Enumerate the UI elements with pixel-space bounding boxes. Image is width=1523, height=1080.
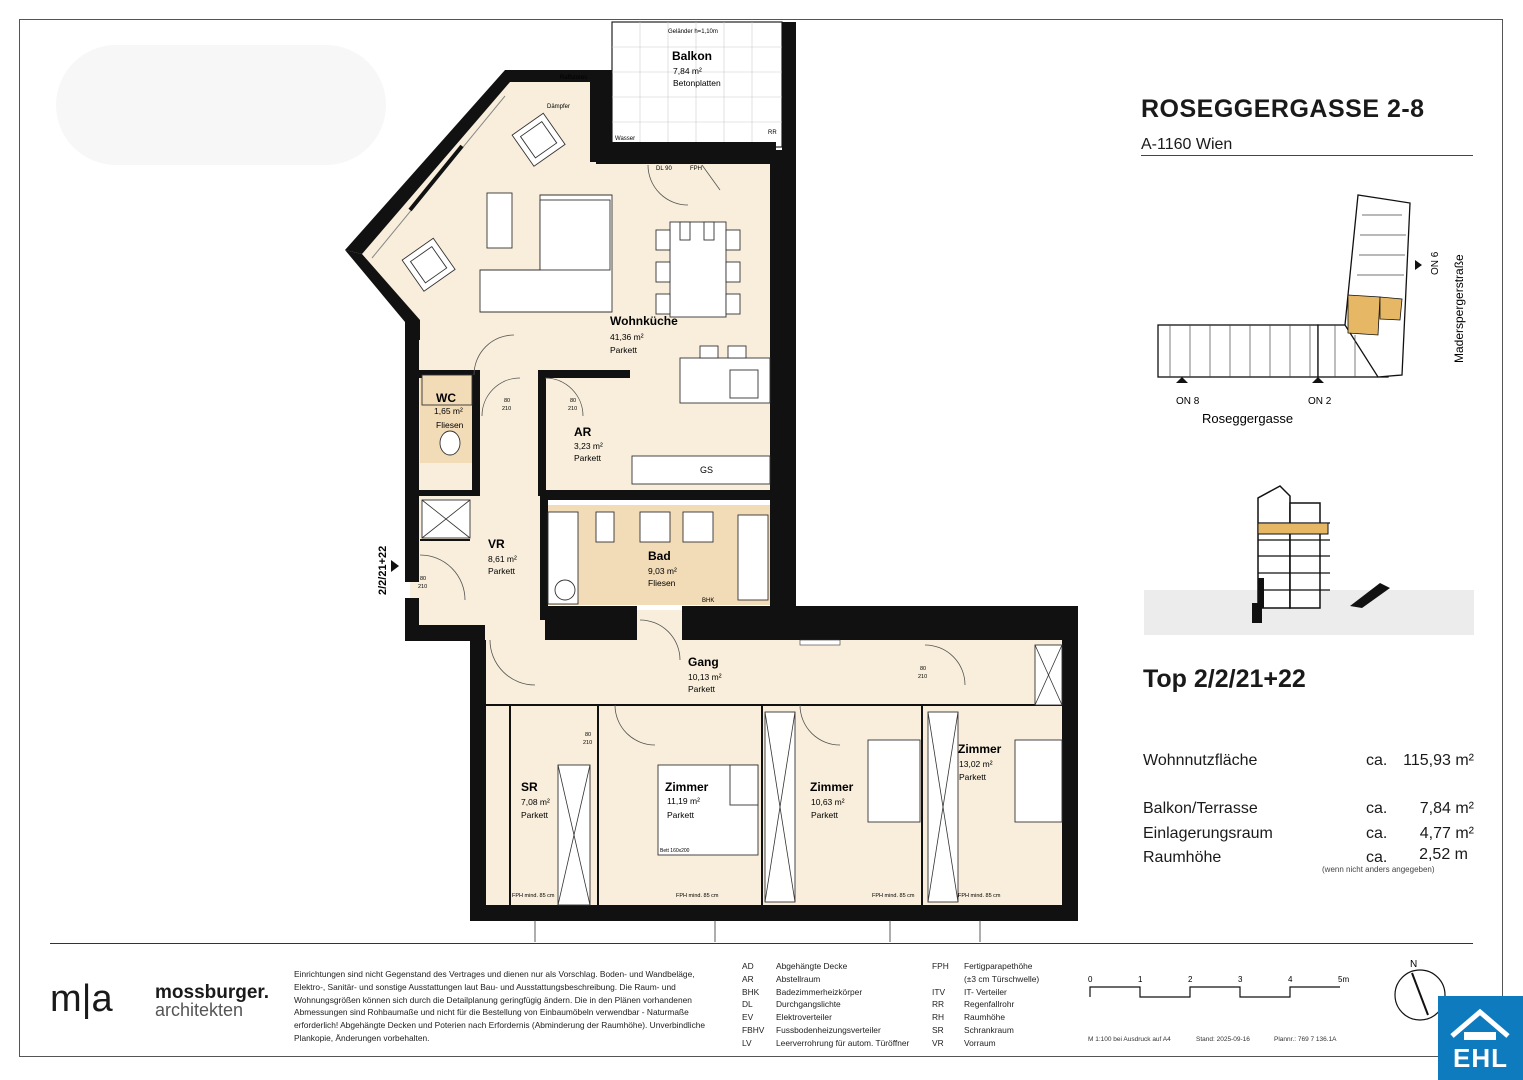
legend-left-text: Abgehängte Decke (776, 961, 848, 971)
legend-right-key: FPH (932, 961, 949, 971)
door-size-2: 80 (570, 398, 577, 404)
architect-sub: architekten (155, 1000, 244, 1020)
legend-left-key: FBHV (742, 1025, 765, 1035)
section-drawing (1140, 478, 1480, 638)
unit-id: Top 2/2/21+22 (1143, 665, 1306, 693)
legend-left-text: Fussbodenheizungsverteiler (776, 1025, 881, 1035)
svg-text:7,84 m²: 7,84 m² (673, 66, 702, 76)
height-note: (wenn nicht anders angegeben) (1322, 865, 1435, 874)
legend-right-text: Regenfallrohr (964, 999, 1015, 1010)
svg-text:Zimmer: Zimmer (665, 780, 709, 794)
door-size-3b: 210 (418, 584, 428, 590)
svg-text:VR: VR (488, 537, 505, 551)
raffstores-label: Raffstores (560, 75, 588, 81)
svg-text:13,02 m²: 13,02 m² (959, 759, 993, 769)
scale-bar (1085, 972, 1355, 1012)
fact-label-raumhoehe: Raumhöhe (1143, 849, 1222, 866)
marker-on2: ON 2 (1308, 396, 1332, 407)
scale-plan-nr: Plannr.: 769 7 136.1A (1274, 1036, 1337, 1043)
title-underline (1141, 155, 1473, 156)
fact-value-einlagerungsraum: 4,77 m² (1419, 825, 1474, 842)
legend-left-text: Abstellraum (776, 973, 821, 984)
legend-left-key: AD (742, 961, 754, 971)
svg-text:10,63 m²: 10,63 m² (811, 797, 845, 807)
fact-value-raumhoehe: 2,52 m (1419, 846, 1468, 863)
door-size-4: 80 (585, 732, 592, 738)
entrance-label: 2/2/21+22 (377, 545, 389, 595)
ev-box (800, 640, 840, 645)
svg-text:Parkett: Parkett (688, 684, 715, 694)
site-plan-building (1158, 195, 1410, 377)
dl90-label: DL 90 (656, 166, 672, 172)
fph-mind-3: FPH mind. 85 cm (872, 893, 915, 899)
svg-text:Parkett: Parkett (521, 810, 548, 820)
house-icon (1438, 1002, 1523, 1047)
svg-text:Parkett: Parkett (610, 345, 637, 355)
entrance-arrow (391, 560, 399, 572)
bhk-label: BHK (702, 598, 715, 604)
svg-text:Betonplatten: Betonplatten (673, 78, 721, 88)
scale-tick-label: 2 (1188, 975, 1193, 984)
legend-right-text: Schrankraum (964, 1025, 1014, 1035)
site-plan-highlight (1348, 295, 1380, 335)
marker-on8: ON 8 (1176, 396, 1200, 407)
svg-text:Zimmer: Zimmer (958, 742, 1002, 756)
fph-mind-1: FPH mind. 85 cm (512, 893, 555, 899)
scale-line (1090, 987, 1340, 997)
fact-prefix-1: ca. (1366, 752, 1388, 769)
fact-label-wohnnutzflaeche: Wohnnutzfläche (1143, 752, 1258, 769)
street-label-maderspergerstrasse: Maderspergerstraße (1452, 254, 1466, 363)
scale-tick-label: 4 (1288, 975, 1293, 984)
legend-right-key: VR (932, 1037, 944, 1048)
legend-left-text: Badezimmerheizkörper (776, 986, 863, 997)
svg-text:AR: AR (574, 425, 592, 439)
svg-text:Parkett: Parkett (574, 453, 601, 463)
scale-tick-label: 5m (1338, 975, 1350, 984)
legend-right-text: (±3 cm Türschwelle) (964, 973, 1040, 984)
door-size-3: 80 (420, 576, 427, 582)
svg-text:Zimmer: Zimmer (810, 780, 854, 794)
legend-left-key: LV (742, 1037, 752, 1048)
architect-logo-mark: m|a (50, 978, 113, 1020)
legend-left-text: Durchgangslichte (776, 999, 841, 1010)
fact-prefix-2: ca. (1366, 800, 1388, 817)
fact-label-einlagerungsraum: Einlagerungsraum (1143, 825, 1273, 842)
legend-right-key: ITV (932, 986, 946, 997)
daempfer-label: Dämpfer (547, 104, 571, 110)
svg-text:Fliesen: Fliesen (436, 420, 464, 430)
legend-right-text: IT- Verteiler (964, 986, 1007, 997)
fact-prefix-4: ca. (1366, 849, 1388, 866)
marker-on6: ON 6 (1430, 251, 1441, 275)
section-highlight (1258, 523, 1328, 534)
legend-right-key: SR (932, 1025, 944, 1035)
ehl-logo (1438, 996, 1523, 1080)
scale-tick-label: 0 (1088, 975, 1093, 984)
legend-right-text: Vorraum (964, 1037, 996, 1048)
legend-left-key: DL (742, 999, 753, 1010)
door-size-1: 80 (504, 398, 511, 404)
svg-text:Parkett: Parkett (488, 566, 515, 576)
fact-value-wohnnutzflaeche: 115,93 m² (1403, 752, 1474, 769)
balkon-rail-note: Geländer h=1,10m (668, 29, 718, 35)
svg-text:SR: SR (521, 780, 538, 794)
svg-text:1,65 m²: 1,65 m² (434, 406, 463, 416)
door-size-5b: 210 (918, 674, 928, 680)
legend-left-text: Elektroverteiler (776, 1012, 832, 1023)
disclaimer-text: Einrichtungen sind nicht Gegenstand des Vertrages und dienen nur als Vorschlag. Boden- und Wandbeläge, Elektro-, Sanitär- und sonstige Ausstattungen laut Bau- und Ausstattungsbeschreibung. Die Raum- und Wohnungsgrößen können sich durch die Detailplanung geringfügig ändern. Die in den Plänen vorhandenen Abmessungen sind Rohbaumaße und nicht für die Bestellung von Einbaumöbeln verwendbar - Naturmaße erforderlich! Abgehängte Decken und Poterien nach Erfordernis (Abminderung der Raumhöhe). Unverbindliche Plankopie, Änderungen vorbehalten. (294, 969, 706, 1043)
fact-label-balkon: Balkon/Terrasse (1143, 800, 1258, 817)
compass-needle (1412, 973, 1428, 1015)
legend-right-key: RH (932, 1012, 945, 1023)
svg-text:9,03 m²: 9,03 m² (648, 566, 677, 576)
scale-ratio: M 1:100 bei Ausdruck auf A4 (1088, 1036, 1171, 1043)
legend-left-key: AR (742, 973, 754, 984)
legend-left-key: BHK (742, 986, 760, 997)
legend-right-key: RR (932, 999, 945, 1010)
rr-label: RR (768, 130, 777, 136)
svg-text:3,23 m²: 3,23 m² (574, 441, 603, 451)
site-plan-highlight-2 (1380, 297, 1402, 320)
svg-text:Fliesen: Fliesen (648, 578, 676, 588)
svg-text:Bad: Bad (648, 549, 671, 563)
svg-text:Gang: Gang (688, 655, 719, 669)
svg-text:WC: WC (436, 391, 456, 405)
site-plan (1140, 185, 1480, 435)
scale-tick-label: 3 (1238, 975, 1243, 984)
fph-label: FPH (690, 166, 702, 172)
door-size-5: 80 (920, 666, 927, 672)
fact-value-balkon: 7,84 m² (1419, 800, 1474, 817)
fph-mind-4: FPH mind. 85 cm (958, 893, 1001, 899)
svg-text:41,36 m²: 41,36 m² (610, 332, 644, 342)
legend-right-text: Raumhöhe (964, 1012, 1005, 1023)
scale-tick-label: 1 (1138, 975, 1143, 984)
svg-text:8,61 m²: 8,61 m² (488, 554, 517, 564)
svg-text:Wohnküche: Wohnküche (610, 314, 678, 328)
legend-left-key: EV (742, 1012, 754, 1023)
door-size-4b: 210 (583, 740, 593, 746)
svg-text:7,08 m²: 7,08 m² (521, 797, 550, 807)
ehl-label: EHL (1453, 1043, 1508, 1073)
window-markers (500, 920, 1020, 946)
bed-label: Bett 160x200 (660, 848, 690, 854)
city-subtitle: A-1160 Wien (1141, 136, 1233, 153)
scale-stand: Stand: 2025-09-16 (1196, 1036, 1250, 1043)
fph-mind-2: FPH mind. 85 cm (676, 893, 719, 899)
svg-text:Balkon: Balkon (672, 49, 713, 63)
wasser-label: Wasser (615, 136, 636, 142)
street-label-roseggergasse: Roseggergasse (1202, 411, 1294, 426)
svg-text:Parkett: Parkett (811, 810, 838, 820)
door-size-2b: 210 (568, 406, 578, 412)
svg-text:Parkett: Parkett (667, 810, 694, 820)
street-title: ROSEGGERGASSE 2-8 (1141, 95, 1425, 123)
svg-text:11,19 m²: 11,19 m² (667, 796, 700, 806)
legend-left-text: Leerverrohrung für autom. Türöffner (776, 1037, 910, 1048)
fact-prefix-3: ca. (1366, 825, 1388, 842)
gs-label: GS (700, 465, 714, 475)
svg-text:10,13 m²: 10,13 m² (688, 672, 722, 682)
door-size-1b: 210 (502, 406, 512, 412)
svg-text:Parkett: Parkett (959, 772, 986, 782)
legend-right-text: Fertigparapethöhe (964, 961, 1033, 971)
compass-north-label: N (1410, 959, 1418, 970)
architect-name: mossburger. (155, 982, 270, 1003)
